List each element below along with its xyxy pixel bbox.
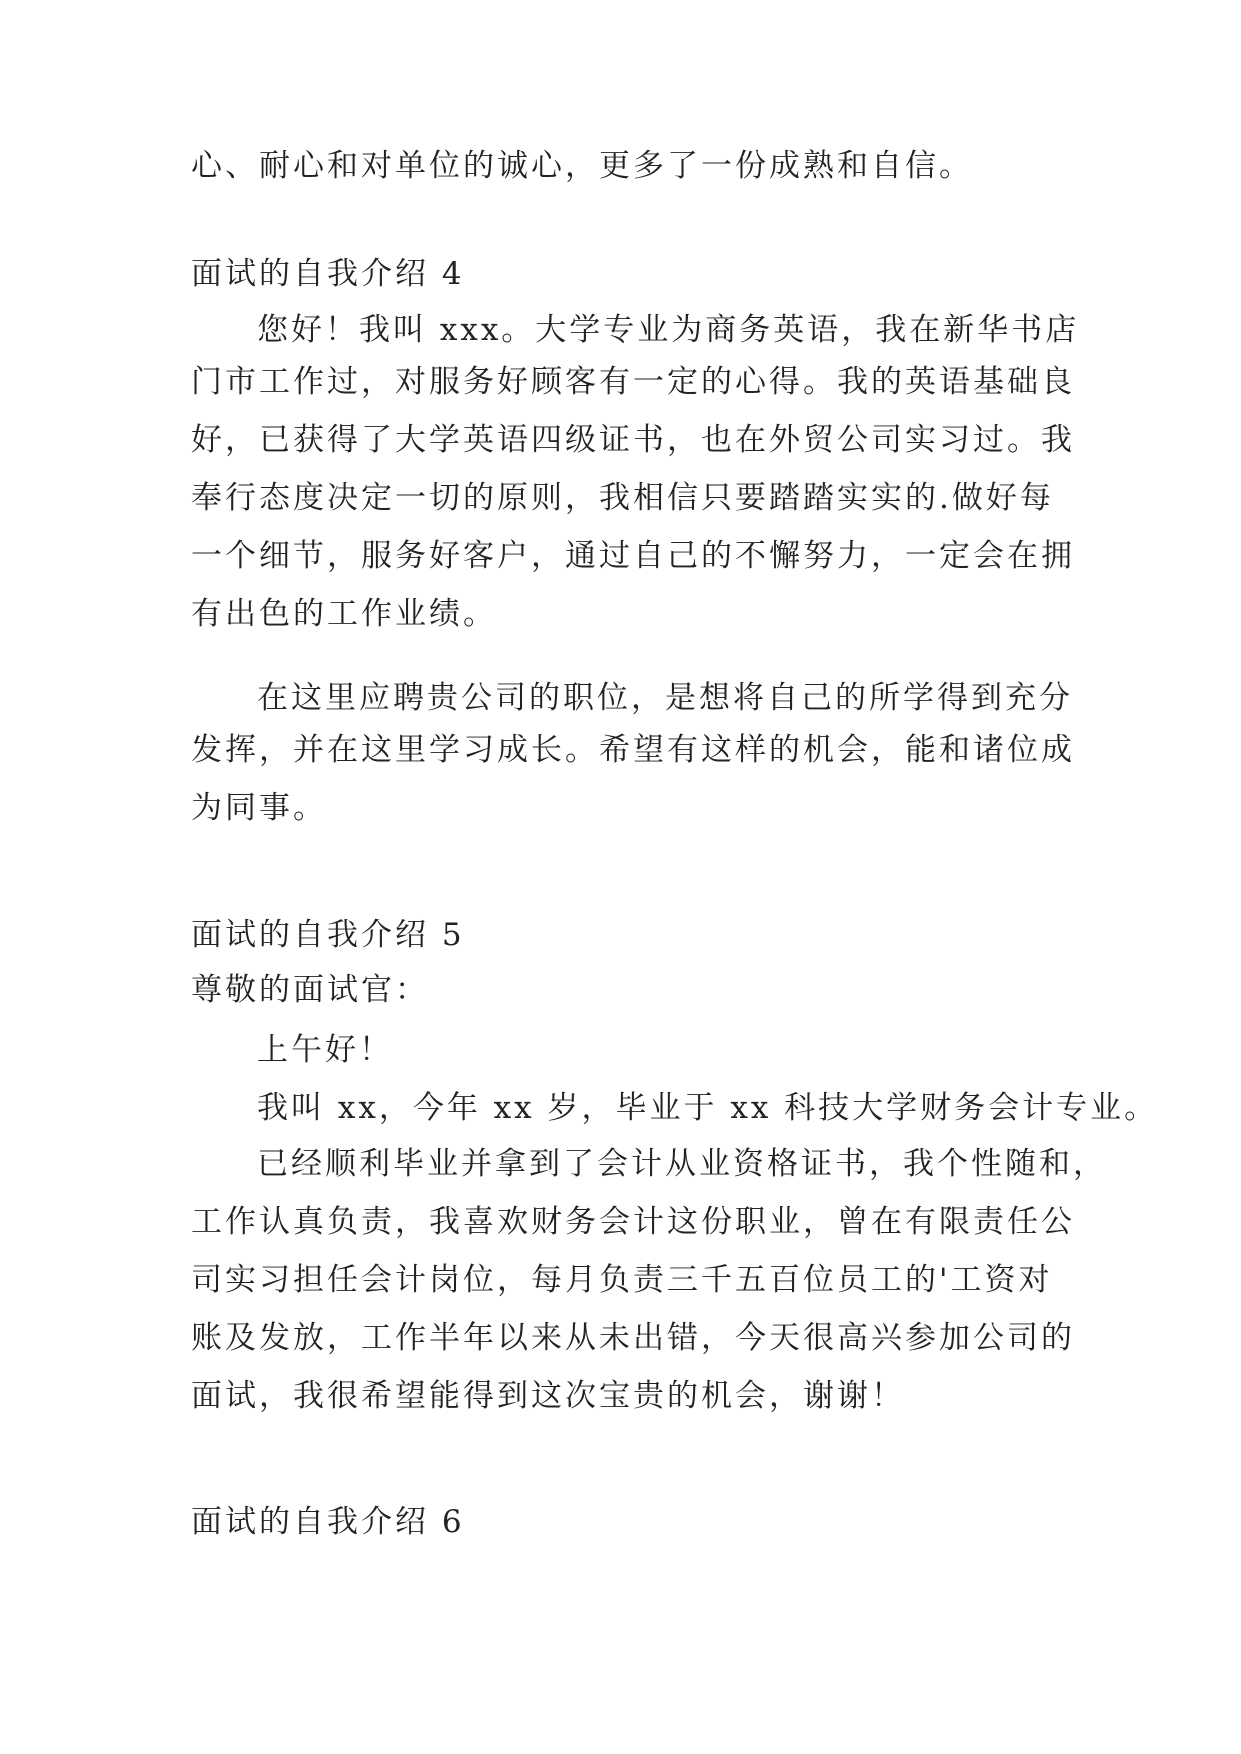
text-line: 您好！我叫 xxx。大学专业为商务英语，我在新华书店	[257, 312, 1080, 348]
text-line: 好，已获得了大学英语四级证书，也在外贸公司实习过。我	[191, 422, 1075, 458]
paragraph-continuation-line: 心、耐心和对单位的诚心，更多了一份成熟和自信。	[191, 148, 973, 184]
text-line: 为同事。	[191, 790, 327, 826]
text-line: 在这里应聘贵公司的职位，是想将自己的所学得到充分	[257, 680, 1073, 716]
text-line: 门市工作过，对服务好顾客有一定的心得。我的英语基础良	[191, 364, 1075, 400]
text-line: 面试，我很希望能得到这次宝贵的机会，谢谢！	[191, 1378, 905, 1414]
text-line: 工作认真负责，我喜欢财务会计这份职业，曾在有限责任公	[191, 1204, 1075, 1240]
text-line: 奉行态度决定一切的原则，我相信只要踏踏实实的.做好每	[191, 480, 1054, 516]
salutation: 尊敬的面试官：	[191, 972, 429, 1008]
section-4-paragraph-2	[191, 721, 1075, 837]
section-5-paragraph-first-line	[257, 1135, 1107, 1193]
section-4-paragraph-1	[191, 353, 1075, 643]
section-heading-4: 面试的自我介绍 4	[191, 256, 465, 292]
self-introduction-line: 我叫 xx，今年 xx 岁，毕业于 xx 科技大学财务会计专业。	[257, 1090, 1159, 1126]
text-line: 账及发放，工作半年以来从未出错，今天很高兴参加公司的	[191, 1320, 1075, 1356]
text-line: 已经顺利毕业并拿到了会计从业资格证书，我个性随和，	[257, 1146, 1107, 1182]
section-5-paragraph	[191, 1193, 1075, 1425]
text-line: 一个细节，服务好客户，通过自己的不懈努力，一定会在拥	[191, 538, 1075, 574]
section-heading-5: 面试的自我介绍 5	[191, 917, 465, 953]
section-4-paragraph-1-first-line	[257, 301, 1080, 359]
section-heading-6: 面试的自我介绍 6	[191, 1504, 465, 1540]
greeting: 上午好！	[257, 1032, 393, 1068]
text-line: 发挥，并在这里学习成长。希望有这样的机会，能和诸位成	[191, 732, 1075, 768]
text-line: 有出色的工作业绩。	[191, 596, 497, 632]
text-line: 司实习担任会计岗位，每月负责三千五百位员工的'工资对	[191, 1262, 1053, 1298]
section-4-paragraph-2-first-line	[257, 669, 1073, 727]
